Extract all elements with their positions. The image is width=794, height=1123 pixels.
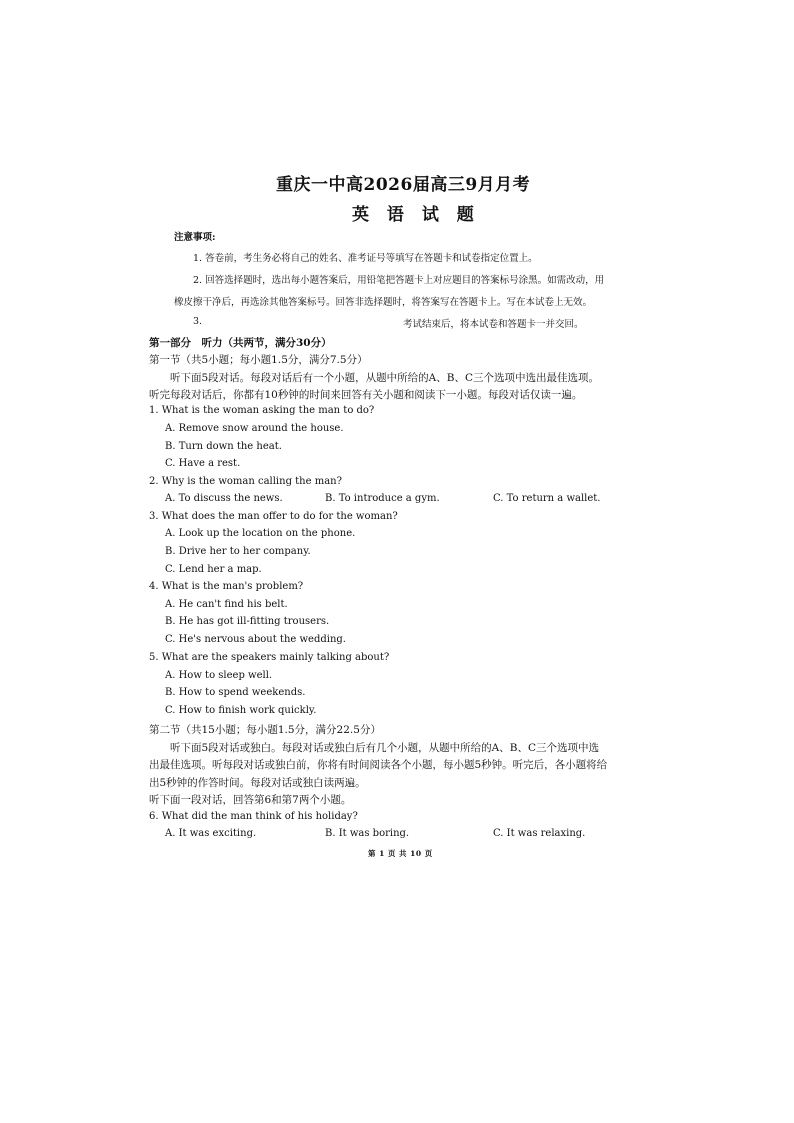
section1-heading: 第一节（共5小题；每小题1.5分，满分7.5分）: [149, 354, 368, 366]
question-5-option-b: B. How to spend weekends.: [165, 687, 306, 698]
question-1-option-a: A. Remove snow around the house.: [165, 423, 344, 434]
question-3-option-c: C. Lend her a map.: [165, 564, 262, 575]
section2-group-note: 听下面一段对话，回答第6和第7两个小题。: [149, 794, 352, 806]
question-2-stem: 2. Why is the woman calling the man?: [149, 476, 342, 487]
question-6-option-b: B. It was boring.: [325, 828, 410, 839]
page-number: 第 1 页 共 10 页: [368, 849, 433, 858]
notice-heading: 注意事项:: [174, 232, 216, 243]
section1-instructions-line-2: 听完每段对话后，你都有10秒钟的时间来回答有关小题和阅读下一小题。每段对话仅读一遍。: [149, 389, 583, 401]
question-2-option-a: A. To discuss the news.: [165, 493, 283, 504]
question-2-option-b: B. To introduce a gym.: [325, 493, 440, 504]
question-1-option-b: B. Turn down the heat.: [165, 441, 282, 452]
question-6-option-c: C. It was relaxing.: [493, 828, 586, 839]
exam-subtitle: 英 语 试 题: [352, 205, 480, 225]
section2-instructions-line-2: 出最佳选项。听每段对话或独白前，你将有时间阅读各个小题，每小题5秒钟。听完后，各小题将给: [149, 759, 608, 771]
question-3-option-b: B. Drive her to her company.: [165, 546, 311, 557]
question-4-option-b: B. He has got ill-fitting trousers.: [165, 616, 330, 627]
question-6-option-a: A. It was exciting.: [165, 828, 257, 839]
part1-heading: 第一部分 听力（共两节，满分30分）: [149, 337, 332, 349]
notice-item-2-line-1: 2. 回答选择题时，选出每小题答案后，用铅笔把答题卡上对应题目的答案标号涂黑。如需改动，用: [193, 275, 605, 286]
notice-item-3-text: 考试结束后，将本试卷和答题卡一并交回。: [403, 319, 584, 330]
question-1-stem: 1. What is the woman asking the man to do?: [149, 405, 375, 416]
notice-item-1: 1. 答卷前，考生务必将自己的姓名、准考证号等填写在答题卡和试卷指定位置上。: [193, 253, 538, 264]
section2-heading: 第二节（共15小题；每小题1.5分，满分22.5分）: [149, 724, 381, 736]
question-5-option-a: A. How to sleep well.: [165, 670, 273, 681]
notice-item-3-number: 3.: [193, 316, 203, 327]
question-1-option-c: C. Have a rest.: [165, 458, 241, 469]
section1-instructions-line-1: 听下面5段对话。每段对话后有一个小题，从题中所给的A、B、C三个选项中选出最佳选项。: [170, 372, 600, 384]
question-2-option-c: C. To return a wallet.: [493, 493, 601, 504]
question-5-stem: 5. What are the speakers mainly talking about?: [149, 652, 390, 663]
question-3-stem: 3. What does the man offer to do for the woman?: [149, 511, 398, 522]
question-3-option-a: A. Look up the location on the phone.: [165, 528, 356, 539]
notice-item-2-line-2: 橡皮擦干净后，再选涂其他答案标号。回答非选择题时，将答案写在答题卡上。写在本试卷上无效。: [174, 297, 593, 308]
question-4-option-c: C. He's nervous about the wedding.: [165, 634, 346, 645]
section2-instructions-line-1: 听下面5段对话或独白。每段对话或独白后有几个小题，从题中所给的A、B、C三个选项中选: [170, 742, 600, 754]
question-4-stem: 4. What is the man's problem?: [149, 581, 304, 592]
exam-title: 重庆一中高2026届高三9月月考: [276, 175, 531, 195]
question-5-option-c: C. How to finish work quickly.: [165, 705, 317, 716]
question-6-stem: 6. What did the man think of his holiday?: [149, 811, 358, 822]
section2-instructions-line-3: 出5秒钟的作答时间。每段对话或独白读两遍。: [149, 777, 366, 789]
question-4-option-a: A. He can't find his belt.: [165, 599, 288, 610]
